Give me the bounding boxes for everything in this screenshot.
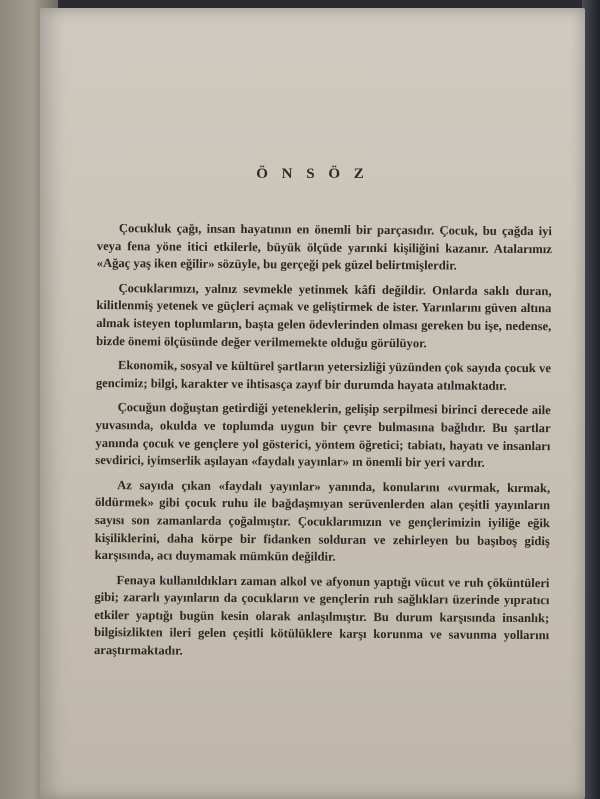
paragraph: Çocukluk çağı, insan hayatının en önemli bir parçasıdır. Çocuk, bu çağda iyi veya fena yöne itici etkilerle, büyük ölçüde yarınki kişiliğini kazanır. Atalarımız «Ağaç yaş iken eğilir» sözüyle, bu gerçeği pek güzel belirtmişlerdir. <box>96 221 552 273</box>
paragraph: Fenaya kullanıldıkları zaman alkol ve afyonun yaptığı vücut ve ruh çöküntüleri gibi; zararlı yayınların da çocukların ve gençlerin ruh sağlıkları üzerinde yıpratıcı etkiler yaptığı bugün kesin olarak anlaşılmıştır. Bu durum karşısında insanlık; bilgisizlikten ileri gelen çeşitli kötülüklere karşı korunma ve savunma yollarını araştırmaktadır. <box>93 572 550 658</box>
page-title: Ö N S Ö Z <box>256 166 369 182</box>
paragraph: Az sayıda çıkan «faydalı yayınlar» yanında, konularını «vurmak, kırmak, öldürmek» gibi çocuk ruhu ile bağdaşmıyan serüvenlerden alan çeşitli yayınların sayısı son zamanlarda çoğalmıştır. Çocuklarımızın ve gençlerimizin iyiliğe eğik kişiliklerini, daha körpe bir fidanken solduran ve zehirleyen bu başıboş gidiş karşısında, acı duymamak mümkün değildir. <box>94 477 551 564</box>
book-page <box>40 8 585 799</box>
paragraph: Çocuğun doğuştan getirdiği yeteneklerin, gelişip serpilmesi birinci derecede aile yuvasında, okulda ve toplumda uygun bir çevre bulmasına bağlıdır. Bu şartlar yanında çocuk ve gençlere yol gösterici, yöntem öğretici; tabiatı, hayatı ve insanları sevdirici, iyimserlik aşılayan «faydalı yayınlar» ın önemli bir yeri vardır. <box>95 400 551 470</box>
paragraph: Ekonomik, sosyal ve kültürel şartların yetersizliği yüzünden çok sayıda çocuk ve gencimiz; bilgi, karakter ve ihtisasça zayıf bir durumda hayata atılmaktadır. <box>95 358 552 393</box>
paragraph: Çocuklarımızı, yalnız sevmekle yetinmek kâfi değildir. Onlarda saklı duran, kilitlenmiş yetenek ve güçleri açmak ve geliştirmek de ister. Yarınlarını güven altına almak isteyen toplumların, başta gelen ödevlerinden olması gereken bu işe, nedense, bizde önemi ölçüsünde değer verilmemekte olduğu görülüyor. <box>96 280 552 350</box>
preface-body <box>94 220 552 670</box>
